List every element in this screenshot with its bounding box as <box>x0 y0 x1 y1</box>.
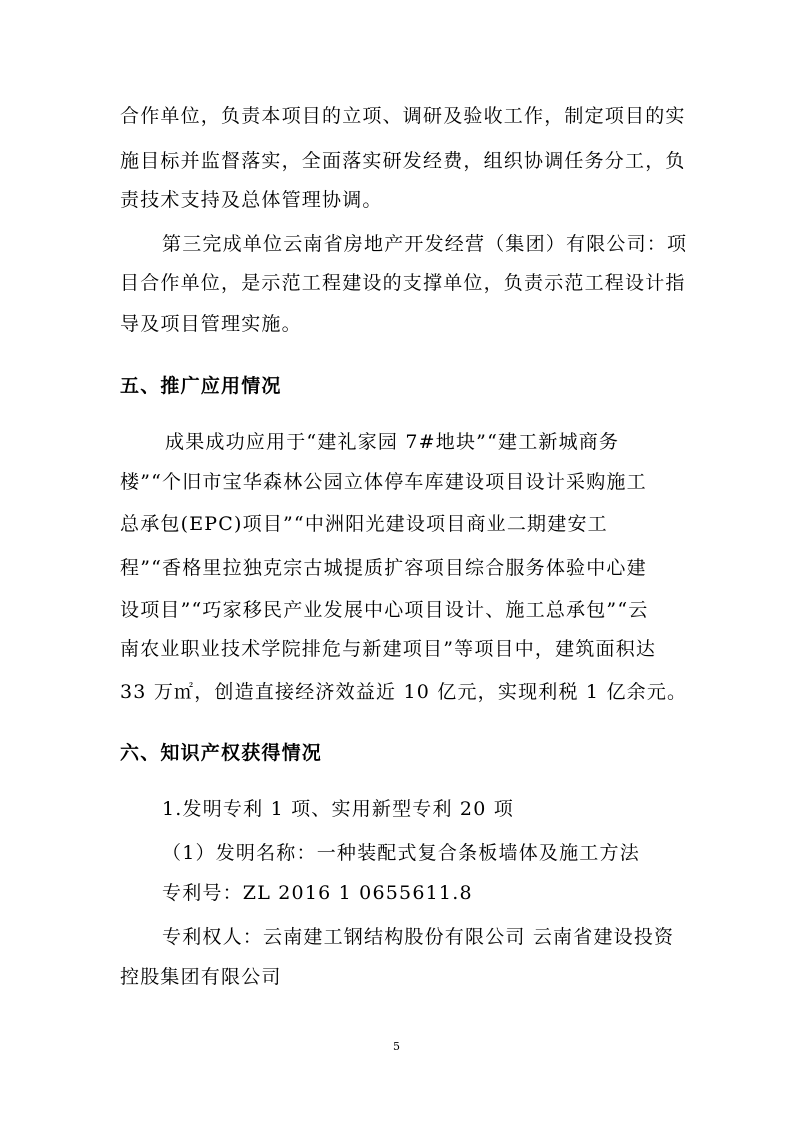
section-5-line-4: 程”“香格里拉独克宗古城提质扩容项目综合服务体验中心建 <box>120 557 647 579</box>
section-5-line-6: 南农业职业技术学院排危与新建项目”等项目中，建筑面积达 <box>120 638 657 660</box>
paragraph-1-line-1: 合作单位，负责本项目的立项、调研及验收工作，制定项目的实 <box>120 105 686 127</box>
section-5-line-7: 33 万㎡，创造直接经济效益近 10 亿元，实现利税 1 亿余元。 <box>120 681 688 703</box>
invention-name: （1）发明名称：一种装配式复合条板墙体及施工方法 <box>162 842 640 864</box>
patentee-line-1: 专利权人：云南建工钢结构股份有限公司 云南省建设投资 <box>162 926 675 948</box>
section-5-heading: 五、推广应用情况 <box>120 375 282 397</box>
paragraph-1-line-2: 施目标并监督落实，全面落实研发经费，组织协调任务分工，负 <box>120 150 686 172</box>
section-5-line-5: 设项目”“巧家移民产业发展中心项目设计、施工总承包”“云 <box>120 599 649 621</box>
section-5-line-1: 成果成功应用于“建礼家园 7#地块”“建工新城商务 <box>165 431 620 453</box>
patent-summary: 1.发明专利 1 项、实用新型专利 20 项 <box>162 798 514 820</box>
paragraph-2-line-3: 导及项目管理实施。 <box>120 313 302 335</box>
page-number: 5 <box>393 1040 400 1053</box>
section-5-line-2: 楼”“个旧市宝华森林公园立体停车库建设项目设计采购施工 <box>120 471 647 493</box>
patentee-line-2: 控股集团有限公司 <box>120 966 282 988</box>
paragraph-2-line-2: 目合作单位，是示范工程建设的支撑单位，负责示范工程设计指 <box>120 272 686 294</box>
paragraph-1-line-3: 责技术支持及总体管理协调。 <box>120 189 383 211</box>
section-5-line-3: 总承包(EPC)项目”“中洲阳光建设项目商业二期建安工 <box>120 513 608 535</box>
section-6-heading: 六、知识产权获得情况 <box>120 742 323 764</box>
paragraph-2-line-1: 第三完成单位云南省房地产开发经营（集团）有限公司：项 <box>162 233 688 255</box>
patent-number: 专利号：ZL 2016 1 0655611.8 <box>162 882 473 904</box>
